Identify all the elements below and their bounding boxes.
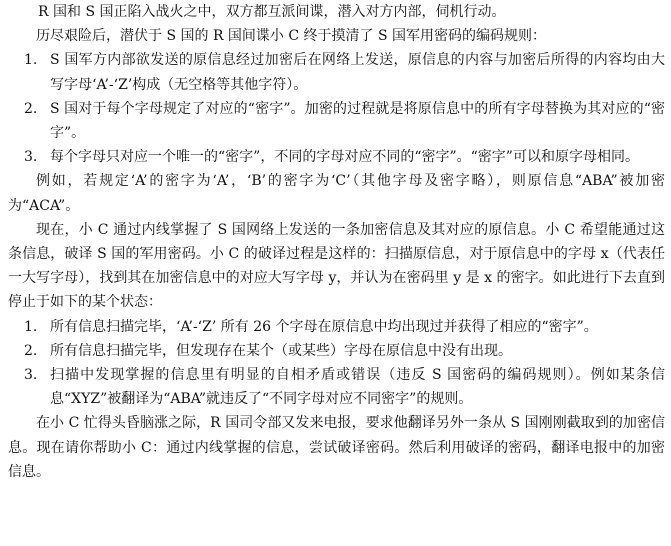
rule-text: S 国军方内部欲发送的原信息经过加密后在网络上发送，原信息的内容与加密后所得的内容均由大写字母‘A’-‘Z’构成（无空格等其他字符）。 xyxy=(50,52,665,93)
rule-number: 1. xyxy=(24,52,38,69)
rule-item xyxy=(8,145,665,169)
state-text: 所有信息扫描完毕，但发现存在某个（或某些）字母在原信息中没有出现。 xyxy=(50,342,512,359)
process-paragraph: 现在，小 C 通过内线掌握了 S 国网络上发送的一条加密信息及其对应的原信息。小 C 希望能通过这条信息，破译 S 国的军用密码。小 C 的破译过程是这样的：扫描原信息，对于原信息中的字母 x（代表任一大写字母），找到其在加密信息中的对应大写字母 y，并认为在密码里 y 是 x 的密字。如此进行下去直到停止于如下的某个状态： xyxy=(8,221,665,311)
stop-states-list xyxy=(8,315,665,412)
encoding-rules-list xyxy=(8,48,665,169)
intro-paragraph: R 国和 S 国正陷入战火之中，双方都互派间谍，潜入对方内部，伺机行动。 xyxy=(38,4,506,20)
rule-number: 2. xyxy=(24,100,38,117)
state-text: 扫描中发现掌握的信息里有明显的自相矛盾或错误（违反 S 国密码的编码规则）。例如某条信息“XYZ”被翻译为“ABA”就违反了“不同字母对应不同密字”的规则。 xyxy=(50,367,665,408)
rule-item xyxy=(8,48,665,96)
example-paragraph: 例如，若规定‘A’的密字为‘A’，‘B’的密字为‘C’（其他字母及密字略），则原信息“ABA”被加密为“ACA”。 xyxy=(8,173,665,214)
rule-number: 3. xyxy=(24,149,38,166)
state-number: 1. xyxy=(24,318,38,335)
background-paragraph: 历尽艰险后，潜伏于 S 国的 R 国间谍小 C 终于摸清了 S 国军用密码的编码规则： xyxy=(36,28,547,45)
rule-text: 每个字母只对应一个唯一的“密字”，不同的字母对应不同的“密字”。“密字”可以和原字母相同。 xyxy=(50,149,639,166)
rule-item xyxy=(8,97,665,145)
state-item xyxy=(8,339,665,363)
task-paragraph: 在小 C 忙得头昏脑涨之际，R 国司令部又发来电报，要求他翻译另外一条从 S 国刚刚截取到的加密信息。现在请你帮助小 C：通过内线掌握的信息，尝试破译密码。然后利用破译的密码，翻译电报中的加密信息。 xyxy=(8,415,665,480)
state-item xyxy=(8,315,665,339)
state-item xyxy=(8,363,665,411)
state-number: 3. xyxy=(24,367,38,384)
state-number: 2. xyxy=(24,342,38,359)
rule-text: S 国对于每个字母规定了对应的“密字”。加密的过程就是将原信息中的所有字母替换为其对应的“密字”。 xyxy=(50,100,665,142)
state-text: 所有信息扫描完毕，‘A’-‘Z’ 所有 26 个字母在原信息中均出现过并获得了相应的“密字”。 xyxy=(50,318,598,335)
